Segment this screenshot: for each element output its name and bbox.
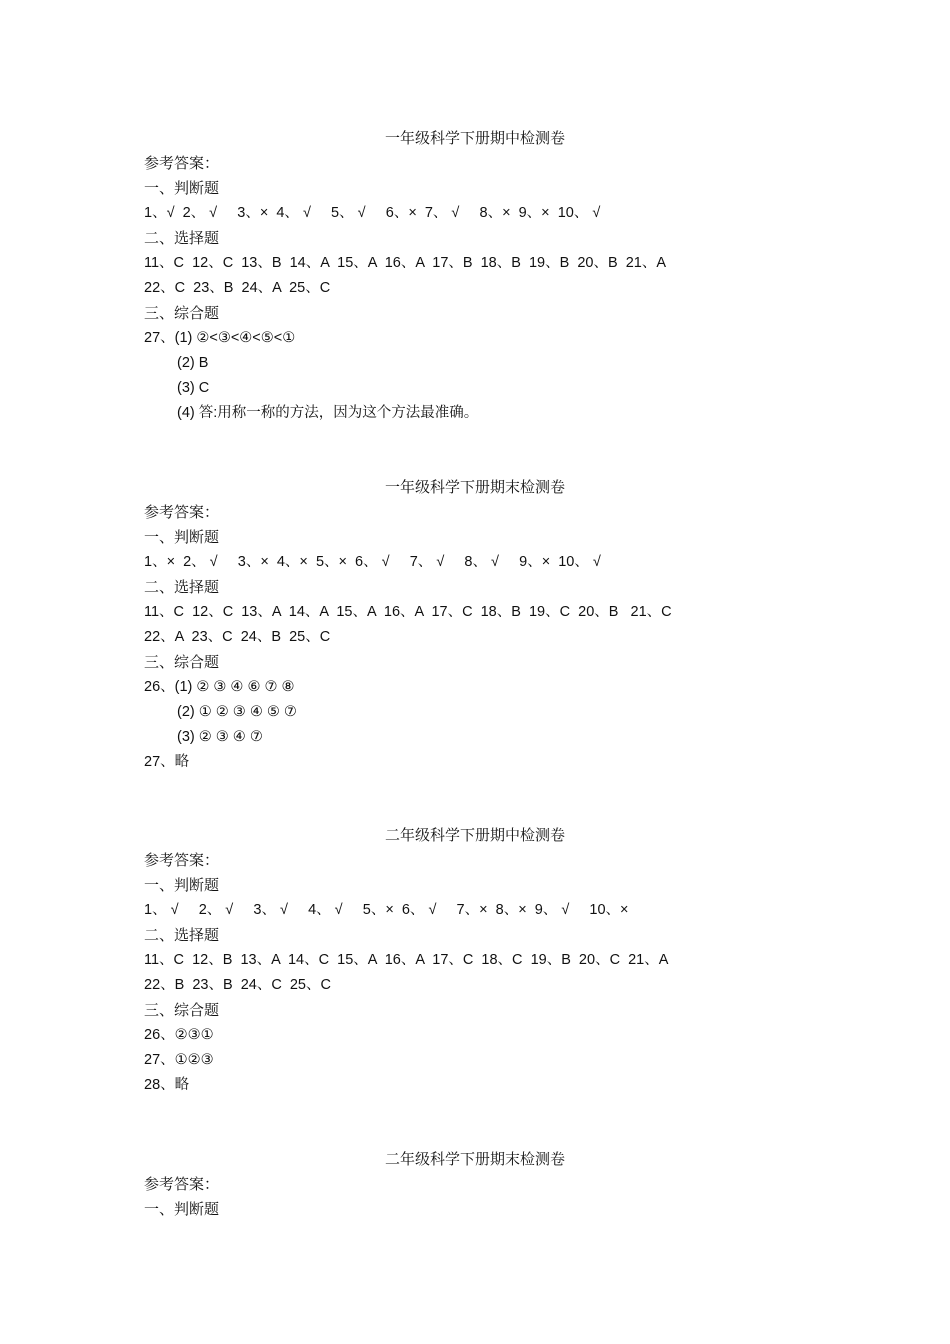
part3-label: 三、综合题 — [144, 653, 220, 671]
question-line: (3) ② ③ ④ ⑦ — [177, 729, 263, 745]
part1-label: 一、判断题 — [144, 179, 220, 197]
question-line: (4) 答:用称一称的方法，因为这个方法最准确。 — [177, 405, 479, 421]
section-title: 一年级科学下册期末检测卷 — [384, 478, 565, 496]
section-title: 一年级科学下册期中检测卷 — [384, 129, 565, 147]
question-line: 26、②③① — [144, 1027, 214, 1043]
section-title: 二年级科学下册期中检测卷 — [384, 826, 565, 844]
question-line: 28、略 — [144, 1077, 190, 1093]
question-line: 26、(1) ② ③ ④ ⑥ ⑦ ⑧ — [144, 679, 295, 695]
part1-label: 一、判断题 — [144, 1200, 220, 1218]
part2-answers-line2: 22、A 23、C 24、B 25、C — [144, 629, 331, 645]
answers-label: 参考答案： — [144, 503, 220, 521]
question-line: (3) C — [177, 380, 210, 396]
part2-label: 二、选择题 — [144, 578, 220, 596]
section-title: 二年级科学下册期末检测卷 — [384, 1150, 565, 1168]
part1-answers: 1、 √ 2、 √ 3、 √ 4、 √ 5、× 6、 √ 7、× 8、× 9、 √ 10、× — [144, 902, 629, 918]
answers-label: 参考答案： — [144, 154, 220, 172]
part1-label: 一、判断题 — [144, 876, 220, 894]
part2-answers-line1: 11、C 12、C 13、B 14、A 15、A 16、A 17、B 18、B 19、B 20、B 21、A — [144, 255, 666, 271]
question-line: (2) ① ② ③ ④ ⑤ ⑦ — [177, 704, 297, 720]
answers-label: 参考答案： — [144, 851, 220, 869]
question-line: (2) B — [177, 355, 209, 371]
part1-answers: 1、√ 2、 √ 3、× 4、 √ 5、 √ 6、× 7、 √ 8、× 9、× 10、 √ — [144, 205, 601, 221]
part2-answers-line1: 11、C 12、B 13、A 14、C 15、A 16、A 17、C 18、C 19、B 20、C 21、A — [144, 952, 669, 968]
part3-label: 三、综合题 — [144, 304, 220, 322]
part2-label: 二、选择题 — [144, 926, 220, 944]
part1-label: 一、判断题 — [144, 528, 220, 546]
part2-label: 二、选择题 — [144, 229, 220, 247]
question-line: 27、(1) ②<③<④<⑤<① — [144, 330, 296, 346]
part1-answers: 1、× 2、 √ 3、× 4、× 5、× 6、 √ 7、 √ 8、 √ 9、× 10、 √ — [144, 554, 601, 570]
part3-label: 三、综合题 — [144, 1001, 220, 1019]
part2-answers-line2: 22、B 23、B 24、C 25、C — [144, 977, 331, 993]
answers-label: 参考答案： — [144, 1175, 220, 1193]
part2-answers-line2: 22、C 23、B 24、A 25、C — [144, 280, 331, 296]
question-line: 27、略 — [144, 754, 190, 770]
part2-answers-line1: 11、C 12、C 13、A 14、A 15、A 16、A 17、C 18、B 19、C 20、B 21、C — [144, 604, 672, 620]
question-line: 27、①②③ — [144, 1052, 214, 1068]
